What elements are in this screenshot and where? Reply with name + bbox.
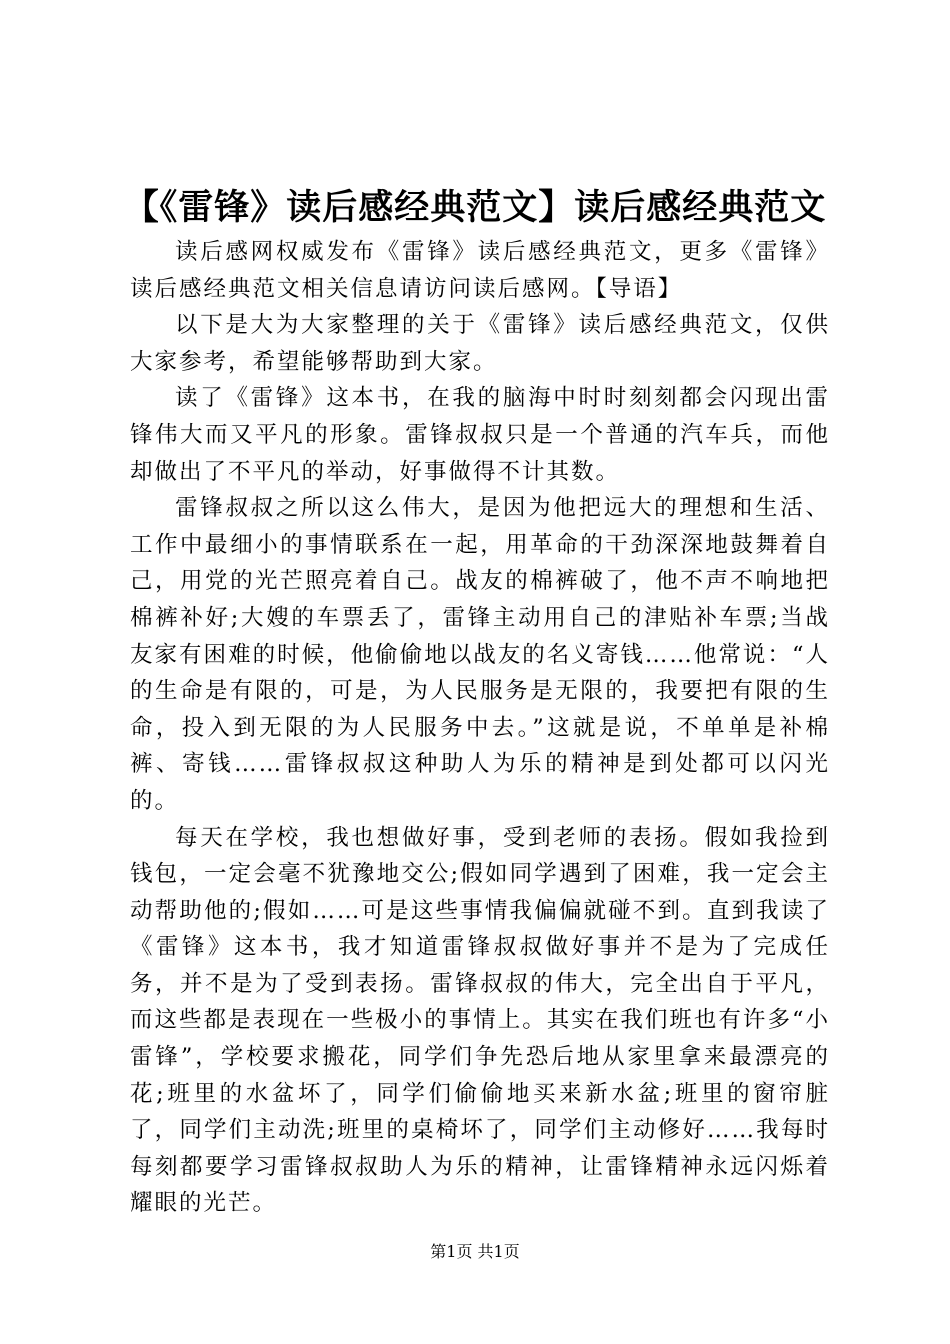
paragraph-intro: 读后感网权威发布《雷锋》读后感经典范文，更多《雷锋》读后感经典范文相关信息请访问读后感网。【导语】 (130, 239, 830, 302)
paragraph-opening: 读了《雷锋》这本书，在我的脑海中时时刻刻都会闪现出雷锋伟大而又平凡的形象。雷锋叔叔只是一个普通的汽车兵，而他却做出了不平凡的举动，好事做得不计其数。 (130, 385, 830, 485)
paragraph-school-life: 每天在学校，我也想做好事，受到老师的表扬。假如我捡到钱包，一定会毫不犹豫地交公;假如同学遇到了困难，我一定会主动帮助他的;假如……可是这些事情我偏偏就碰不到。直到我读了《雷锋》这本书，我才知道雷锋叔叔做好事并不是为了完成任务，并不是为了受到表扬。雷锋叔叔的伟大，完全出自于平凡，而这些都是表现在一些极小的事情上。其实在我们班也有许多“小雷锋”，学校要求搬花，同学们争先恐后地从家里拿来最漂亮的花;班里的水盆坏了，同学们偷偷地买来新水盆;班里的窗帘脏了，同学们主动洗;班里的桌椅坏了，同学们主动修好……我每时每刻都要学习雷锋叔叔助人为乐的精神，让雷锋精神永远闪烁着耀眼的光芒。 (130, 824, 830, 1217)
paragraph-lei-feng-greatness: 雷锋叔叔之所以这么伟大，是因为他把远大的理想和生活、工作中最细小的事情联系在一起，用革命的干劲深深地鼓舞着自己，用党的光芒照亮着自己。战友的棉裤破了，他不声不响地把棉裤补好;大嫂的车票丢了，雷锋主动用自己的津贴补车票;当战友家有困难的时候，他偷偷地以战友的名义寄钱……他常说：“人的生命是有限的，可是，为人民服务是无限的，我要把有限的生命，投入到无限的为人民服务中去。”这就是说，不单单是补棉裤、寄钱……雷锋叔叔这种助人为乐的精神是到处都可以闪光的。 (130, 495, 830, 814)
document-body (130, 234, 830, 1222)
document-title: 【《雷锋》读后感经典范文】读后感经典范文 (123, 187, 827, 228)
page-number-footer: 第1页 共1页 (430, 1242, 520, 1261)
paragraph-preface: 以下是大为大家整理的关于《雷锋》读后感经典范文，仅供大家参考，希望能够帮助到大家。 (130, 312, 830, 375)
